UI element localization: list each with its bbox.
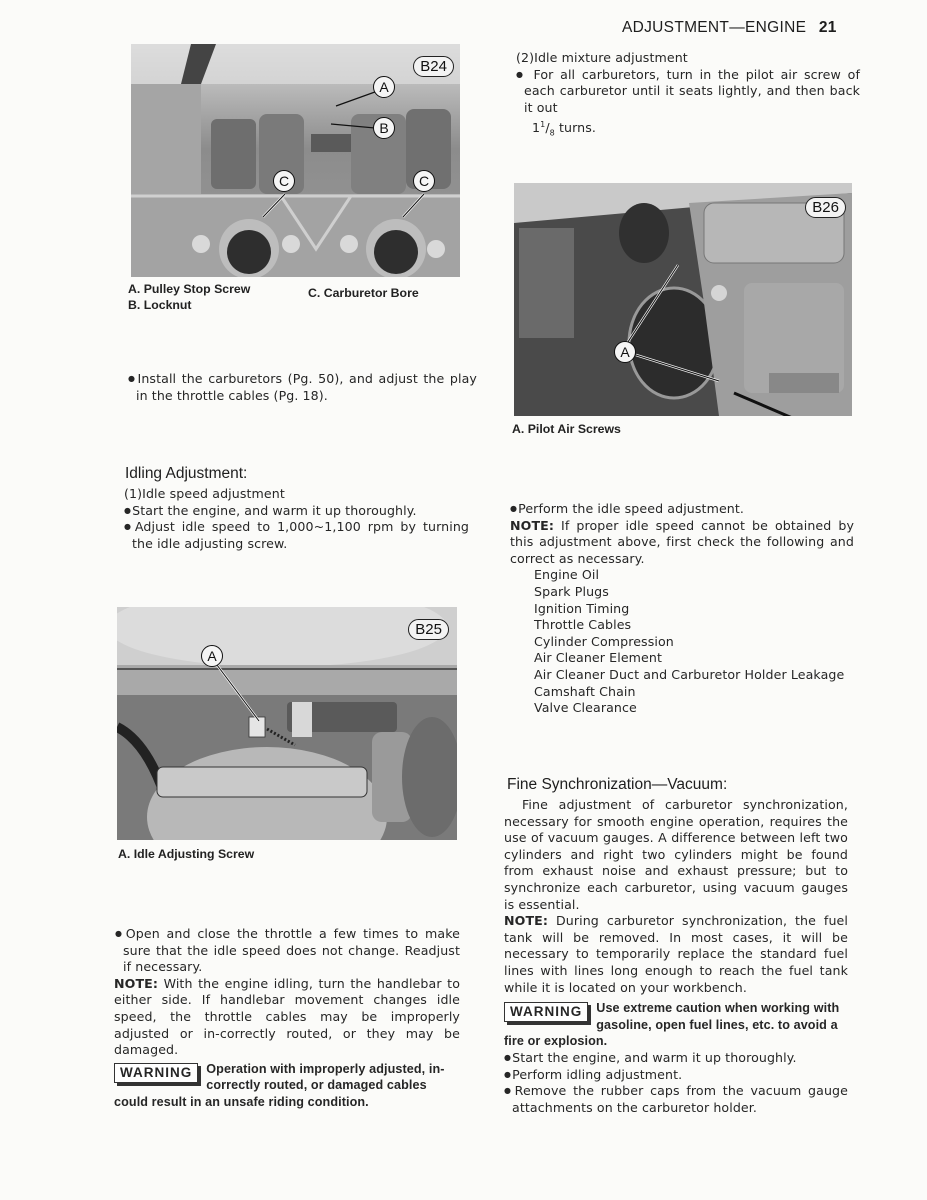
figure-b26-photo (514, 183, 852, 416)
turns-numerator: 1 (540, 119, 546, 129)
idle-step: ● Adjust idle speed to 1,000~1,100 rpm by turning the idle adjusting screw. (124, 519, 469, 552)
warning-text: Use extreme caution when working with gasoline, open fuel lines, etc. to avoid a fire or explosion. (504, 1001, 840, 1049)
check-item: Ignition Timing (534, 600, 630, 616)
sync-step: ● Perform idling adjustment. (504, 1067, 848, 1084)
turns-suffix: turns. (554, 119, 597, 135)
note-text: With the engine idling, turn the handlebar to either side. If handlebar movement changes idle speed, the throttle cables may be improperly adjusted or in-correctly routed, or they may be damaged. (114, 975, 461, 1058)
callout-a: A (614, 341, 636, 363)
perform-idle-step: ● Perform the idle speed adjustment. (510, 501, 854, 518)
note-label: NOTE: (510, 517, 554, 533)
cables-warning (114, 1061, 460, 1111)
fine-sync-section (504, 797, 848, 1116)
fine-sync-heading: Fine Synchronization—Vacuum: (507, 776, 728, 793)
figure-b26-caption: A. Pilot Air Screws (512, 422, 621, 436)
figure-b25-caption: A. Idle Adjusting Screw (118, 847, 255, 861)
running-header (622, 19, 837, 37)
pilot-air-screw-text: For all carburetors, turn in the pilot air screw of each carburetor until it seats lightly, and then back it out (524, 66, 860, 115)
caption-b: B. Locknut (128, 298, 192, 312)
figure-tag-b25: B25 (408, 619, 449, 640)
callout-a: A (201, 645, 223, 667)
idle-troubleshoot-section (510, 501, 854, 717)
figure-b24-caption (128, 281, 468, 313)
note-text: If proper idle speed cannot be obtained by this adjustment above, first check the following and correct as necessary. (510, 517, 854, 566)
handlebar-note (114, 976, 460, 1059)
turns-value: $1^1/_8$ turns. (532, 119, 597, 138)
idle-mixture-subheading: (2)Idle mixture adjustment (516, 50, 688, 65)
section-title: ADJUSTMENT—ENGINE (622, 19, 807, 36)
note-label: NOTE: (504, 913, 548, 929)
sync-step: ● Remove the rubber caps from the vacuum gauge attachments on the carburetor holder. (504, 1083, 848, 1116)
note-label: NOTE: (114, 975, 158, 991)
check-item: Throttle Cables (534, 617, 632, 633)
idle-step: ● Start the engine, and warm it up thoroughly. (124, 503, 469, 520)
sync-step: ● Start the engine, and warm it up thoroughly. (504, 1050, 848, 1067)
figure-tag-b26: B26 (805, 197, 846, 218)
check-item: Camshaft Chain (534, 683, 636, 699)
open-close-throttle-step: ● Open and close the throttle a few times to make sure that the idle speed does not change. Readjust if necessary. (114, 926, 460, 976)
idle-mixture-section (516, 50, 860, 142)
idling-section (124, 486, 469, 552)
idle-speed-subheading: (1)Idle speed adjustment (124, 486, 285, 501)
caption-a: A. Pulley Stop Screw (128, 282, 251, 296)
check-item: Valve Clearance (534, 700, 637, 716)
note-text: During carburetor synchronization, the fuel tank will be removed. In most cases, it will be necessary to temporarily replace the standard fuel lines with lines long enough to reach the fuel tank while it is located on your workbench. (504, 913, 848, 995)
gasoline-warning (504, 1000, 848, 1050)
warning-badge: WARNING (114, 1063, 198, 1083)
pilot-air-screw-step (516, 67, 860, 142)
callout-b: B (373, 117, 395, 139)
throttle-check-section (114, 926, 460, 1111)
check-item: Engine Oil (534, 567, 600, 583)
fuel-tank-note (504, 913, 848, 996)
check-list (510, 567, 854, 716)
callout-c-left: C (273, 170, 295, 192)
figure-b25-photo (117, 607, 457, 840)
figure-b24-photo (131, 44, 460, 277)
check-item: Cylinder Compression (534, 633, 674, 649)
check-item: Spark Plugs (534, 583, 609, 599)
fine-sync-paragraph: Fine adjustment of carburetor synchronization, necessary for smooth engine operation, requires the use of vacuum gauges. A difference between left two cylinders and right two cylinders might be found from exhaust noise and exhaust pressure; but to synchronize each carburetor, using vacuum gauges is essential. (504, 797, 848, 912)
callout-c-right: C (413, 170, 435, 192)
check-item: Air Cleaner Element (534, 650, 663, 666)
warning-text: Operation with improperly adjusted, in-correctly routed, or damaged cables could result in an unsafe riding condition. (114, 1061, 445, 1109)
warning-badge: WARNING (504, 1002, 588, 1022)
install-carburetors-step: ● Install the carburetors (Pg. 50), and adjust the play in the throttle cables (Pg. 18). (128, 371, 477, 404)
page-number: 21 (818, 19, 837, 36)
idling-adjustment-heading: Idling Adjustment: (125, 465, 248, 482)
figure-tag-b24: B24 (413, 56, 454, 77)
turns-whole: 1 (532, 119, 541, 135)
check-item: Air Cleaner Duct and Carburetor Holder Leakage (534, 666, 845, 682)
idle-note (510, 518, 854, 568)
caption-c: C. Carburetor Bore (308, 286, 419, 300)
callout-a: A (373, 76, 395, 98)
turns-denominator: 8 (549, 128, 555, 138)
